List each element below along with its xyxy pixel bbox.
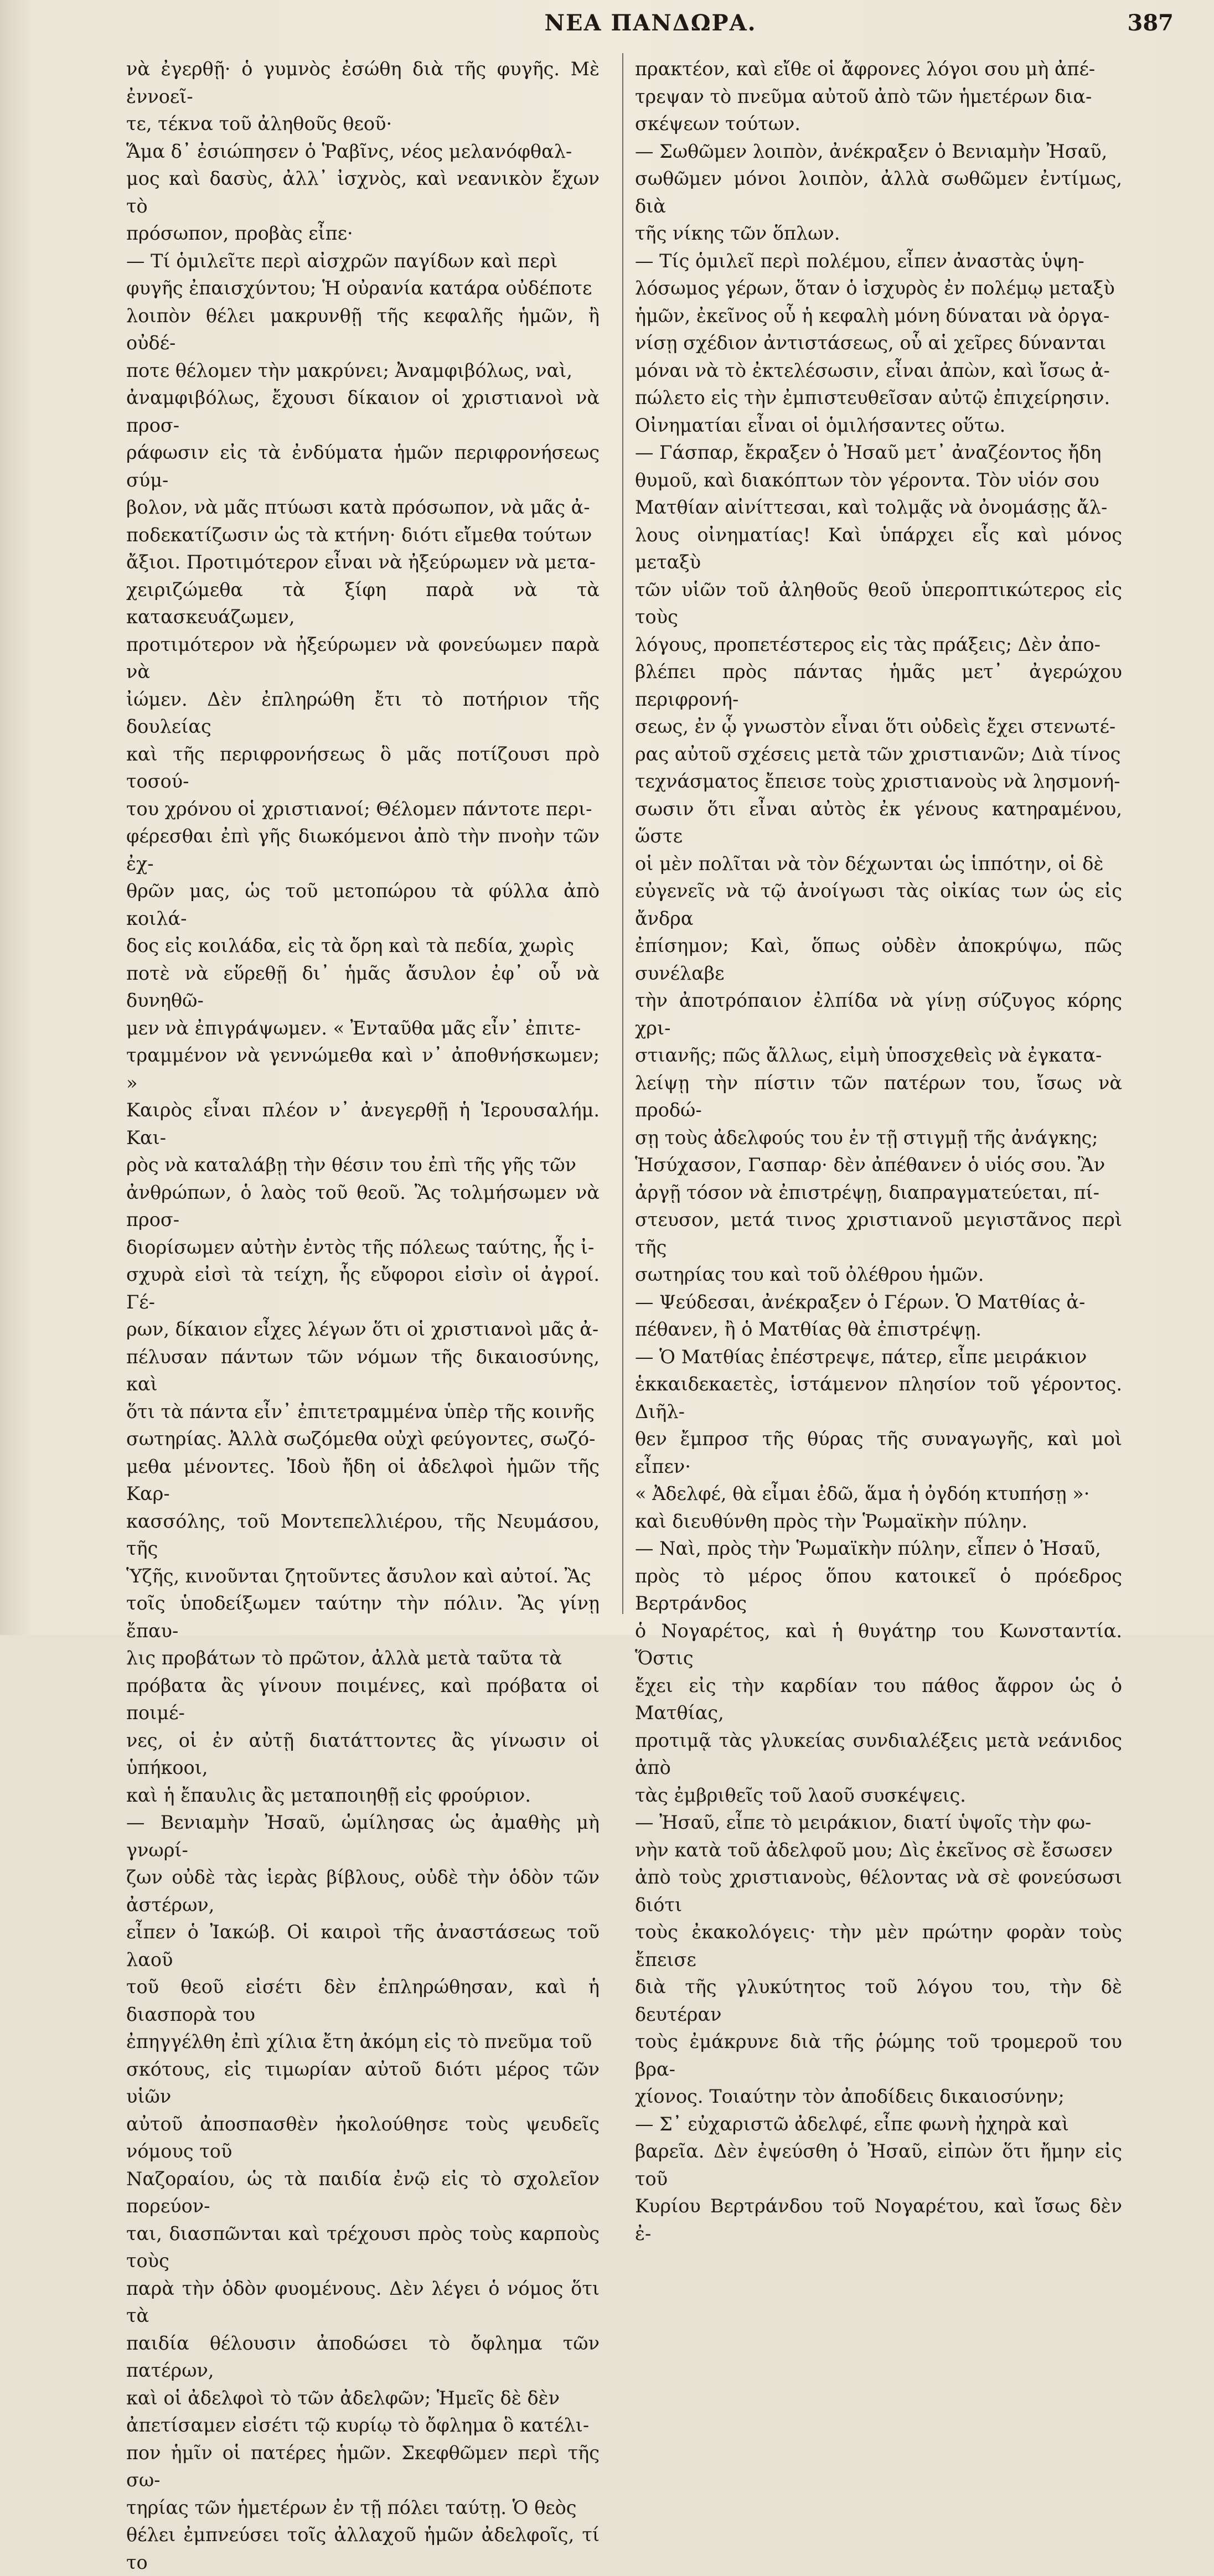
text-line: χειριζώμεθα τὰ ξίφη παρὰ νὰ τὰ κατασκευάζωμεν,: [126, 578, 600, 628]
text-line: καὶ διευθύνθη πρὸς τὴν Ῥωμαϊκὴν πύλην.: [635, 1510, 1028, 1532]
text-line: χίονος. Τοιαύτην τὸν ἀποδίδεις δικαιοσύνην;: [635, 2086, 1065, 2107]
text-line: — Γάσπαρ, ἔκραξεν ὁ Ἠσαῦ μετ᾽ ἀναζέοντος ἤδη: [635, 442, 1102, 463]
text-line: πον ἡμῖν οἱ πατέρες ἡμῶν. Σκεφθῶμεν περὶ τῆς σω-: [126, 2441, 600, 2491]
text-line: εἶπεν ὁ Ἰακώβ. Οἱ καιροὶ τῆς ἀναστάσεως τοῦ λαοῦ: [126, 1921, 600, 1970]
text-line: Κυρίου Βερτράνδου τοῦ Νογαρέτου, καὶ ἴσως δὲν ἐ-: [635, 2195, 1122, 2244]
text-line: λόσωμος γέρων, ὅταν ὁ ἰσχυρὸς ἐν πολέμῳ μεταξὺ: [635, 277, 1115, 299]
text-line: λοιπὸν θέλει μακρυνθῇ τῆς κεφαλῆς ἡμῶν, ἢ οὐδέ-: [126, 304, 600, 354]
text-line: καὶ τῆς περιφρονήσεως ὃ μᾶς ποτίζουσι πρὸ τοσού-: [126, 743, 600, 792]
text-line: Ἡσύχασον, Γασπαρ· δὲν ἀπέθανεν ὁ υἱός σου. Ἂν: [635, 1154, 1105, 1176]
text-line: λις προβάτων τὸ πρῶτον, ἀλλὰ μετὰ ταῦτα τὰ: [126, 1647, 562, 1669]
text-line: βαρεῖα. Δὲν ἐψεύσθη ὁ Ἠσαῦ, εἰπὼν ὅτι ἤμην εἰς τοῦ: [635, 2140, 1122, 2190]
text-line: θυμοῦ, καὶ διακόπτων τὸν γέροντα. Τὸν υἱόν σου: [635, 469, 1099, 491]
right-text-column: [635, 55, 1122, 2247]
text-line: — Ὁ Ματθίας ἐπέστρεψε, πάτερ, εἶπε μειράκιον: [635, 1346, 1087, 1368]
text-line: ἀνθρώπων, ὁ λαὸς τοῦ θεοῦ. Ἂς τολμήσωμεν νὰ προσ-: [126, 1181, 600, 1230]
text-line: λείψῃ τὴν πίστιν τῶν πατέρων του, ἴσως νὰ προδώ-: [635, 1072, 1122, 1121]
text-line: ρὸς νὰ καταλάβῃ τὴν θέσιν του ἐπὶ τῆς γῆς τῶν: [126, 1154, 576, 1176]
text-line: νὴν κατὰ τοῦ ἀδελφοῦ μου; Δὶς ἐκεῖνος σὲ ἔσωσεν: [635, 1839, 1113, 1861]
text-line: εὐγενεῖς νὰ τῷ ἀνοίγωσι τὰς οἰκίας των ὡς εἰς ἄνδρα: [635, 880, 1122, 929]
text-line: σχυρὰ εἰσὶ τὰ τείχη, ἧς εὔφοροι εἰσὶν οἱ ἀγροί. Γέ-: [126, 1264, 600, 1313]
text-line: διὰ τῆς γλυκύτητος τοῦ λόγου του, τὴν δὲ δευτέραν: [635, 1976, 1122, 2025]
text-line: — Ναὶ, πρὸς τὴν Ῥωμαϊκὴν πύλην, εἶπεν ὁ Ἠσαῦ,: [635, 1538, 1101, 1559]
text-line: δος εἰς κοιλάδα, εἰς τὰ ὄρη καὶ τὰ πεδία, χωρὶς: [126, 935, 575, 956]
page-number: 387: [1127, 10, 1174, 36]
text-line: μόναι νὰ τὸ ἐκτελέσωσιν, εἶναι ἀπὼν, καὶ ἴσως ἀ-: [635, 359, 1110, 381]
text-line: πρόβατα ἂς γίνουν ποιμένες, καὶ πρόβατα οἱ ποιμέ-: [126, 1674, 600, 1724]
text-line: τοῖς ὑποδείξωμεν ταύτην τὴν πόλιν. Ἂς γίνῃ ἔπαυ-: [126, 1592, 600, 1642]
text-line: σκότους, εἰς τιμωρίαν αὐτοῦ διότι μέρος τῶν υἱῶν: [126, 2058, 600, 2107]
text-line: καὶ οἱ ἀδελφοὶ τὸ τῶν ἀδελφῶν; Ἡμεῖς δὲ δὲν: [126, 2387, 560, 2409]
page-header: [127, 10, 1174, 45]
text-line: ὁ Νογαρέτος, καὶ ἡ θυγάτηρ του Κωνσταντία. Ὅστις: [635, 1620, 1122, 1669]
text-line: θρῶν μας, ὡς τοῦ μετοπώρου τὰ φύλλα ἀπὸ κοιλά-: [126, 880, 600, 929]
text-line: παρὰ τὴν ὁδὸν φυομένους. Δὲν λέγει ὁ νόμος ὅτι τὰ: [126, 2277, 600, 2326]
text-line: ποτὲ νὰ εὕρεθῇ δι᾽ ἡμᾶς ἄσυλον ἐφ᾽ οὗ νὰ δυνηθῶ-: [126, 962, 600, 1011]
text-line: κασσόλης, τοῦ Μοντεπελλιέρου, τῆς Νευμάσου, τῆς: [126, 1510, 600, 1559]
text-line: — Τίς ὁμιλεῖ περὶ πολέμου, εἶπεν ἀναστὰς ὑψη-: [635, 250, 1084, 272]
text-line: σεως, ἐν ᾧ γνωστὸν εἶναι ὅτι οὐδεὶς ἔχει στενωτέ-: [635, 716, 1116, 737]
text-line: σωτηρίας του καὶ τοῦ ὀλέθρου ἡμῶν.: [635, 1264, 984, 1285]
text-line: πρὸς τὸ μέρος ὅπου κατοικεῖ ὁ πρόεδρος Βερτράνδος: [635, 1565, 1122, 1614]
text-line: ἐπίσημον; Καὶ, ὅπως οὐδὲν ἀποκρύψω, πῶς συνέλαβε: [635, 935, 1122, 984]
text-line: στιανῆς; πῶς ἄλλως, εἰμὴ ὑποσχεθεὶς νὰ ἐγκατα-: [635, 1044, 1102, 1066]
column-divider: [622, 53, 623, 1614]
text-line: του χρόνου οἱ χριστιανοί; Θέλομεν πάντοτε περι-: [126, 798, 592, 820]
text-line: σωσιν ὅτι εἶναι αὐτὸς ἐκ γένους κατηραμένου, ὥστε: [635, 798, 1122, 847]
left-text-column: [126, 55, 600, 2576]
text-line: πώλετο εἰς τὴν ἐμπιστευθεῖσαν αὐτῷ ἐπιχείρησιν.: [635, 387, 1110, 408]
text-line: ἡμῶν, ἐκεῖνος οὗ ἡ κεφαλὴ μόνη δύναται νὰ ὀργα-: [635, 304, 1110, 327]
text-line: μεν νὰ ἐπιγράψωμεν. « Ἐνταῦθα μᾶς εἶν᾽ ἐπιτε-: [126, 1017, 581, 1039]
text-line: πέλυσαν πάντων τῶν νόμων τῆς δικαιοσύνης, καὶ: [126, 1346, 600, 1395]
text-line: ρας αὐτοῦ σχέσεις μετὰ τῶν χριστιανῶν; Διὰ τίνος: [635, 743, 1121, 765]
text-line: « Ἀδελφέ, θὰ εἶμαι ἐδῶ, ἅμα ἡ ὀγδόη κτυπήσῃ »·: [635, 1483, 1090, 1504]
text-line: ἀπὸ τοὺς χριστιανοὺς, θέλοντας νὰ σὲ φονεύσωσι διότι: [635, 1866, 1122, 1916]
text-line: βλέπει πρὸς πάντας ἡμᾶς μετ᾽ ἀγερώχου περιφρονή-: [635, 661, 1122, 710]
text-line: τοὺς ἐμάκρυνε διὰ τῆς ῥώμης τοῦ τρομεροῦ του βρα-: [635, 2031, 1122, 2080]
text-line: προτιμότερον νὰ ἠξεύρωμεν νὰ φονεύωμεν παρὰ νὰ: [126, 633, 600, 682]
text-line: — Βενιαμὴν Ἠσαῦ, ὡμίλησας ὡς ἀμαθὴς μὴ γνωρί-: [126, 1812, 600, 1861]
text-line: ποδεκατίζωσιν ὡς τὰ κτήνη· διότι εἴμεθα τούτων: [126, 524, 592, 546]
text-line: ἐπηγγέλθη ἐπὶ χίλια ἔτη ἀκόμη εἰς τὸ πνεῦμα τοῦ: [126, 2031, 592, 2052]
text-line: στευσον, μετά τινος χριστιανοῦ μεγιστᾶνος περὶ τῆς: [635, 1209, 1122, 1258]
text-line: ἀπετίσαμεν εἰσέτι τῷ κυρίῳ τὸ ὄφλημα ὃ κατέλι-: [126, 2414, 590, 2436]
text-line: Ὑζῆς, κινοῦνται ζητοῦντες ἄσυλον καὶ αὐτοί. Ἂς: [126, 1565, 591, 1587]
text-line: λόγους, προπετέστερος εἰς τὰς πράξεις; Δὲν ἀπο-: [635, 633, 1101, 655]
text-line: παιδία θέλουσιν ἀποδώσει τὸ ὄφλημα τῶν πατέρων,: [126, 2332, 600, 2381]
text-line: βολον, νὰ μᾶς πτύωσι κατὰ πρόσωπον, νὰ μᾶς ἀ-: [126, 496, 590, 518]
text-line: τε, τέκνα τοῦ ἀληθοῦς θεοῦ·: [126, 113, 392, 135]
text-line: ποτε θέλομεν τὴν μακρύνει; Ἀναμφιβόλως, ναὶ,: [126, 359, 573, 381]
running-title: ΝΕΑ ΠΑΝΔΩΡΑ.: [544, 10, 757, 36]
text-line: Ἅμα δ᾽ ἐσιώπησεν ὁ Ῥαβῖνς, νέος μελανόφθαλ-: [126, 140, 572, 162]
text-line: σωθῶμεν μόνοι λοιπὸν, ἀλλὰ σωθῶμεν ἐντίμως, διὰ: [635, 168, 1122, 217]
text-line: ἀργῇ τόσον νὰ ἐπιστρέψῃ, διαπραγματεύεται, πί-: [635, 1181, 1100, 1203]
text-line: τρεψαν τὸ πνεῦμα αὐτοῦ ἀπὸ τῶν ἡμετέρων δια-: [635, 85, 1092, 107]
text-line: Καιρὸς εἶναι πλέον ν᾽ ἀνεγερθῇ ἡ Ἱερουσαλήμ. Και-: [126, 1099, 600, 1149]
text-line: καὶ ἡ ἔπαυλις ἂς μεταποιηθῇ εἰς φρούριον.: [126, 1784, 531, 1806]
text-line: φέρεσθαι ἐπὶ γῆς διωκόμενοι ἀπὸ τὴν πνοὴν τῶν ἐχ-: [126, 825, 600, 875]
text-line: νες, οἱ ἐν αὐτῇ διατάττοντες ἂς γίνωσιν οἱ ὑπήκοοι,: [126, 1729, 600, 1778]
text-line: — Σωθῶμεν λοιπὸν, ἀνέκραξεν ὁ Βενιαμὴν Ἠσαῦ,: [635, 140, 1108, 162]
text-line: διορίσωμεν αὐτὴν ἐντὸς τῆς πόλεως ταύτης, ἧς ἰ-: [126, 1236, 595, 1258]
text-line: σωτηρίας. Ἀλλὰ σωζόμεθα οὐχὶ φεύγοντες, σωζό-: [126, 1428, 596, 1450]
text-line: Ναζοραίου, ὡς τὰ παιδία ἐνῷ εἰς τὸ σχολεῖον πορεύον-: [126, 2168, 600, 2217]
text-line: προτιμᾷ τὰς γλυκείας συνδιαλέξεις μετὰ νεάνιδος ἀπὸ: [635, 1729, 1122, 1778]
text-line: ἑκκαιδεκαετὲς, ἱστάμενον πλησίον τοῦ γέροντος. Διῆλ-: [635, 1373, 1122, 1423]
text-line: νίσῃ σχέδιον ἀντιστάσεως, οὗ αἱ χεῖρες δύνανται: [635, 332, 1107, 354]
text-line: — Σ᾽ εὐχαριστῶ ἀδελφέ, εἶπε φωνὴ ἠχηρὰ καὶ: [635, 2113, 1070, 2135]
text-line: τὰς ἐμβριθεῖς τοῦ λαοῦ συσκέψεις.: [635, 1784, 966, 1806]
text-line: ἔχει εἰς τὴν καρδίαν του πάθος ἄφρον ὡς ὁ Ματθίας,: [635, 1674, 1122, 1724]
text-line: τεχνάσματος ἔπεισε τοὺς χριστιανοὺς νὰ λησμονή-: [635, 770, 1120, 792]
text-line: ρων, δίκαιον εἶχες λέγων ὅτι οἱ χριστιανοὶ μᾶς ἀ-: [126, 1318, 599, 1340]
text-line: θεν ἔμπροσ τῆς θύρας τῆς συναγωγῆς, καὶ μοὶ εἶπεν·: [635, 1428, 1122, 1477]
text-line: τὴν ἀποτρόπαιον ἐλπίδα νὰ γίνῃ σύζυγος κόρης χρι-: [635, 990, 1122, 1039]
text-line: — Τί ὁμιλεῖτε περὶ αἰσχρῶν παγίδων καὶ περὶ: [126, 250, 558, 272]
text-line: πρακτέον, καὶ εἴθε οἱ ἄφρονες λόγοι σου μὴ ἀπέ-: [635, 58, 1096, 80]
text-line: Οἰνηματίαι εἶναι οἱ ὁμιλήσαντες οὕτω.: [635, 414, 1006, 436]
text-line: αὐτοῦ ἀποσπασθὲν ἠκολούθησε τοὺς ψευδεῖς νόμους τοῦ: [126, 2113, 600, 2162]
text-line: σῃ τοὺς ἀδελφούς του ἐν τῇ στιγμῇ τῆς ἀνάγκης;: [635, 1126, 1098, 1149]
text-line: τοὺς ἐκακολόγεις· τὴν μὲν πρώτην φορὰν τοὺς ἔπεισε: [635, 1921, 1122, 1970]
text-line: οἱ μὲν πολῖται νὰ τὸν δέχωνται ὡς ἱππότην, οἱ δὲ: [635, 852, 1104, 875]
text-line: τραμμένον νὰ γεννώμεθα καὶ ν᾽ ἀποθνήσκωμεν; »: [126, 1044, 600, 1094]
text-line: ἀναμφιβόλως, ἔχουσι δίκαιον οἱ χριστιανοὶ νὰ προσ-: [126, 387, 600, 436]
text-line: θέλει ἐμπνεύσει τοῖς ἀλλαχοῦ ἡμῶν ἀδελφοῖς, τί το: [126, 2524, 600, 2573]
text-line: τοῦ θεοῦ εἰσέτι δὲν ἐπληρώθησαν, καὶ ἡ διασπορὰ του: [126, 1976, 600, 2025]
text-line: — Ἠσαῦ, εἶπε τὸ μειράκιον, διατί ὑψοῖς τὴν φω-: [635, 1812, 1092, 1833]
text-line: Ματθίαν αἰνίττεσαι, καὶ τολμᾷς νὰ ὀνομάσῃς ἄλ-: [635, 496, 1108, 518]
text-line: ὅτι τὰ πάντα εἶν᾽ ἐπιτετραμμένα ὑπὲρ τῆς κοινῆς: [126, 1400, 595, 1423]
text-line: τῆς νίκης τῶν ὅπλων.: [635, 223, 840, 244]
text-line: φυγῆς ἐπαισχύντου; Ἡ οὐρανία κατάρα οὐδέποτε: [126, 277, 592, 299]
text-line: λους οἰνηματίας! Καὶ ὑπάρχει εἷς καὶ μόνος μεταξὺ: [635, 524, 1122, 573]
text-line: πέθανεν, ἢ ὁ Ματθίας θὰ ἐπιστρέψῃ.: [635, 1318, 981, 1340]
text-line: πρόσωπον, προβὰς εἶπε·: [126, 223, 353, 244]
text-line: ράφωσιν εἰς τὰ ἐνδύματα ἡμῶν περιφρονήσεως σύμ-: [126, 442, 600, 491]
text-line: ται, διασπῶνται καὶ τρέχουσι πρὸς τοὺς καρποὺς τοὺς: [126, 2222, 600, 2272]
text-line: — Ψεύδεσαι, ἀνέκραξεν ὁ Γέρων. Ὁ Ματθίας ἀ-: [635, 1291, 1086, 1313]
text-line: ἄξιοι. Προτιμότερον εἶναι νὰ ἠξεύρωμεν νὰ μετα-: [126, 551, 596, 573]
text-line: ἰώμεν. Δὲν ἐπληρώθη ἔτι τὸ ποτήριον τῆς δουλείας: [126, 688, 600, 737]
text-line: μεθα μένοντες. Ἰδοὺ ἤδη οἱ ἀδελφοὶ ἡμῶν τῆς Καρ-: [126, 1455, 600, 1504]
text-line: σκέψεων τούτων.: [635, 113, 801, 135]
text-line: τῶν υἱῶν τοῦ ἀληθοῦς θεοῦ ὑπεροπτικώτερος εἰς τοὺς: [635, 578, 1122, 628]
text-line: νὰ ἐγερθῇ· ὁ γυμνὸς ἐσώθη διὰ τῆς φυγῆς. Μὲ ἐννοεῖ-: [126, 58, 600, 107]
text-line: τηρίας τῶν ἡμετέρων ἐν τῇ πόλει ταύτῃ. Ὁ θεὸς: [126, 2496, 577, 2518]
text-line: μος καὶ δασὺς, ἀλλ᾽ ἰσχνὸς, καὶ νεανικὸν ἔχων τὸ: [126, 168, 600, 217]
text-line: ζων οὐδὲ τὰς ἱερὰς βίβλους, οὐδὲ τὴν ὁδὸν τῶν ἀστέρων,: [126, 1866, 600, 1916]
